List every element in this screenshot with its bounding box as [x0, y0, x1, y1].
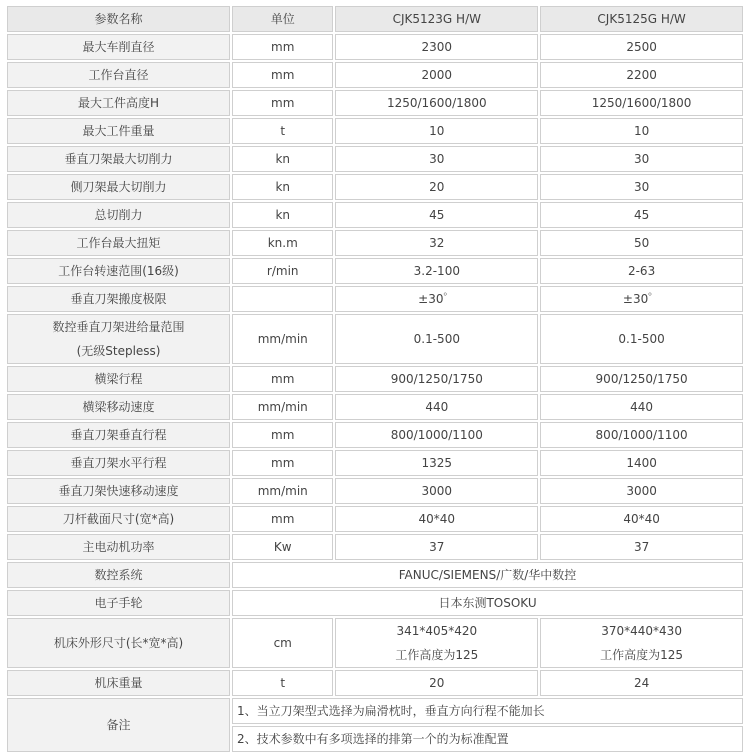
value-b: 3000 — [540, 478, 743, 504]
value-a: 1325 — [335, 450, 538, 476]
param-name: 垂直刀架搬度极限 — [7, 286, 230, 312]
param-name: 数控系统 — [7, 562, 230, 588]
value-a — [335, 618, 538, 668]
param-name: 机床重量 — [7, 670, 230, 696]
param-name — [7, 314, 230, 364]
header-row — [7, 6, 743, 32]
unit: r/min — [232, 258, 333, 284]
value-a: 32 — [335, 230, 538, 256]
unit: t — [232, 670, 333, 696]
value-a-line1: 341*405*420 — [396, 624, 478, 638]
value-b: ±30゜ — [540, 286, 743, 312]
value-b: 900/1250/1750 — [540, 366, 743, 392]
value-a-line2: 工作高度为125 — [395, 648, 479, 662]
value-b: 30 — [540, 146, 743, 172]
unit: mm/min — [232, 478, 333, 504]
unit: mm — [232, 62, 333, 88]
value-a: 1250/1600/1800 — [335, 90, 538, 116]
table-row — [7, 230, 743, 256]
param-name: 刀杆截面尺寸(宽*高) — [7, 506, 230, 532]
table-row — [7, 478, 743, 504]
value-b: 2200 — [540, 62, 743, 88]
unit: mm — [232, 34, 333, 60]
table-row — [7, 670, 743, 696]
note-line-2: 2、技术参数中有多项选择的排第一个的为标准配置 — [232, 726, 743, 752]
table-row — [7, 286, 743, 312]
param-name: 主电动机功率 — [7, 534, 230, 560]
table-row — [7, 618, 743, 668]
header-model-b: CJK5125G H/W — [540, 6, 743, 32]
header-model-a: CJK5123G H/W — [335, 6, 538, 32]
notes-label: 备注 — [7, 698, 230, 752]
value-b: 2500 — [540, 34, 743, 60]
table-row — [7, 90, 743, 116]
value-b: 45 — [540, 202, 743, 228]
param-name: 垂直刀架垂直行程 — [7, 422, 230, 448]
header-param: 参数名称 — [7, 6, 230, 32]
value-b: 440 — [540, 394, 743, 420]
unit — [232, 286, 333, 312]
unit: mm — [232, 450, 333, 476]
unit: mm — [232, 366, 333, 392]
spec-table — [5, 4, 745, 754]
value-a: 0.1-500 — [335, 314, 538, 364]
value-a: 20 — [335, 174, 538, 200]
table-row — [7, 422, 743, 448]
value-a: 30 — [335, 146, 538, 172]
param-name: 垂直刀架快速移动速度 — [7, 478, 230, 504]
unit: kn — [232, 202, 333, 228]
notes-row-1 — [7, 698, 743, 724]
unit: kn — [232, 146, 333, 172]
param-name: 电子手轮 — [7, 590, 230, 616]
unit: Kw — [232, 534, 333, 560]
table-row — [7, 590, 743, 616]
value-a: 440 — [335, 394, 538, 420]
table-row — [7, 450, 743, 476]
value-a: 2000 — [335, 62, 538, 88]
param-name: 最大车削直径 — [7, 34, 230, 60]
value-b: 50 — [540, 230, 743, 256]
value-a: 37 — [335, 534, 538, 560]
table-row — [7, 562, 743, 588]
unit: cm — [232, 618, 333, 668]
value-a: 900/1250/1750 — [335, 366, 538, 392]
unit: mm — [232, 506, 333, 532]
param-name-line1: 数控垂直刀架进给量范围 — [52, 320, 185, 334]
unit: t — [232, 118, 333, 144]
param-name: 垂直刀架最大切削力 — [7, 146, 230, 172]
value-b — [540, 618, 743, 668]
value-a: 3000 — [335, 478, 538, 504]
unit: kn — [232, 174, 333, 200]
param-name: 横梁移动速度 — [7, 394, 230, 420]
value-b: 1400 — [540, 450, 743, 476]
value-a: 3.2-100 — [335, 258, 538, 284]
value-b-line1: 370*440*430 — [601, 624, 682, 638]
table-row — [7, 258, 743, 284]
unit: mm — [232, 422, 333, 448]
value-a: 45 — [335, 202, 538, 228]
value-b: 24 — [540, 670, 743, 696]
param-name: 横梁行程 — [7, 366, 230, 392]
value-a: 800/1000/1100 — [335, 422, 538, 448]
table-row — [7, 366, 743, 392]
value-a: 40*40 — [335, 506, 538, 532]
value-a: 10 — [335, 118, 538, 144]
value-a: ±30゜ — [335, 286, 538, 312]
table-row — [7, 34, 743, 60]
param-name: 垂直刀架水平行程 — [7, 450, 230, 476]
spanned-value: FANUC/SIEMENS/广数/华中数控 — [232, 562, 743, 588]
param-name: 工作台最大扭矩 — [7, 230, 230, 256]
value-b-line2: 工作高度为125 — [600, 648, 684, 662]
table-row — [7, 202, 743, 228]
value-b: 2-63 — [540, 258, 743, 284]
table-row — [7, 506, 743, 532]
header-unit: 单位 — [232, 6, 333, 32]
param-name: 最大工件重量 — [7, 118, 230, 144]
table-row — [7, 146, 743, 172]
value-b: 0.1-500 — [540, 314, 743, 364]
param-name: 工作台转速范围(16级) — [7, 258, 230, 284]
value-b: 10 — [540, 118, 743, 144]
table-row — [7, 62, 743, 88]
value-b: 30 — [540, 174, 743, 200]
param-name: 总切削力 — [7, 202, 230, 228]
note-line-1: 1、当立刀架型式选择为扁滑枕时，垂直方向行程不能加长 — [232, 698, 743, 724]
table-row — [7, 174, 743, 200]
unit: mm — [232, 90, 333, 116]
param-name: 机床外形尺寸(长*宽*高) — [7, 618, 230, 668]
value-a: 20 — [335, 670, 538, 696]
value-b: 1250/1600/1800 — [540, 90, 743, 116]
value-b: 800/1000/1100 — [540, 422, 743, 448]
param-name: 最大工件高度H — [7, 90, 230, 116]
table-row — [7, 314, 743, 364]
value-b: 40*40 — [540, 506, 743, 532]
value-b: 37 — [540, 534, 743, 560]
unit: kn.m — [232, 230, 333, 256]
table-row — [7, 534, 743, 560]
unit: mm/min — [232, 394, 333, 420]
spanned-value: 日本东测TOSOKU — [232, 590, 743, 616]
table-row — [7, 394, 743, 420]
param-name: 侧刀架最大切削力 — [7, 174, 230, 200]
param-name-line2: (无级Stepless) — [76, 344, 161, 358]
value-a: 2300 — [335, 34, 538, 60]
unit: mm/min — [232, 314, 333, 364]
param-name: 工作台直径 — [7, 62, 230, 88]
table-row — [7, 118, 743, 144]
